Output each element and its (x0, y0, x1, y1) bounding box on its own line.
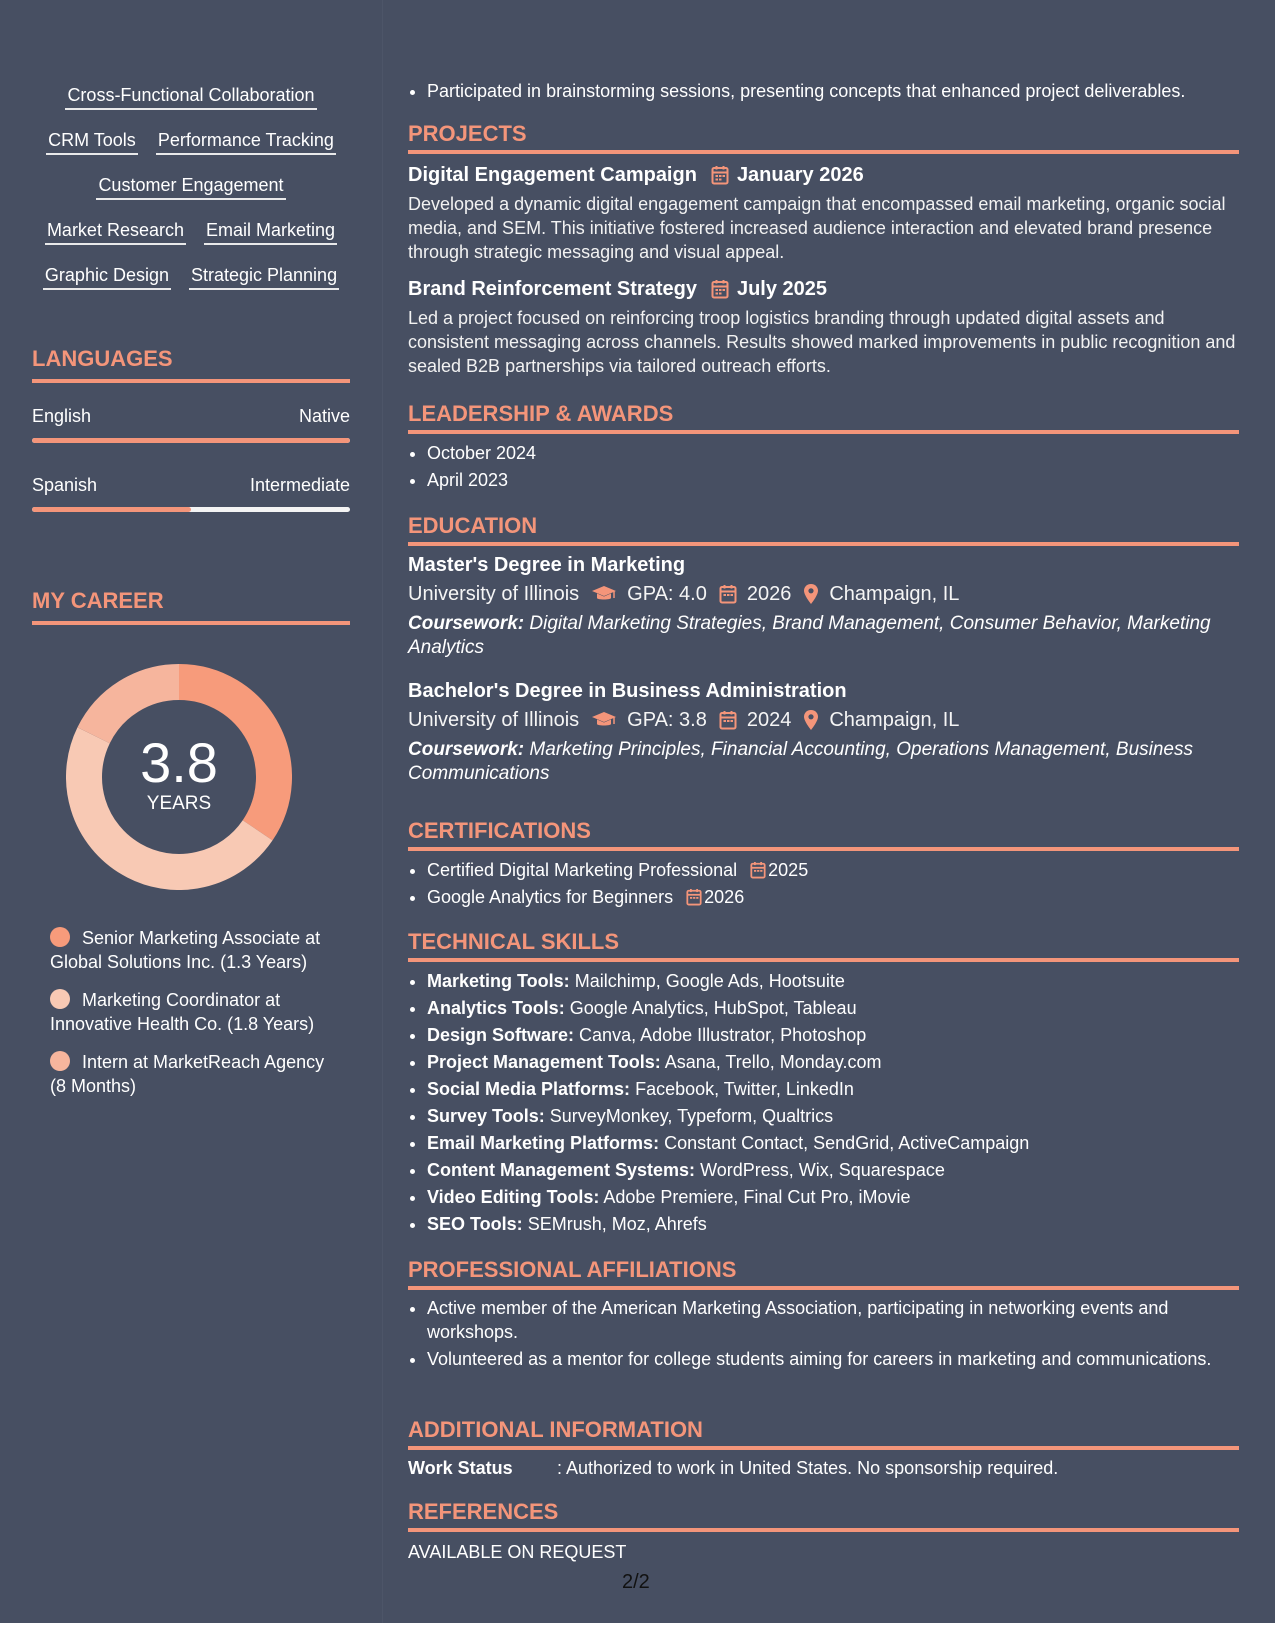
project-description: Developed a dynamic digital engagement campaign that encompassed email marketing, organic social media, and SEM. This initiative fostered increased audience interaction and elevated brand presence through strategic messaging and visual appeal. (408, 194, 1226, 262)
career-item-text: Senior Marketing Associate at Global Solutions Inc. (1.3 Years) (50, 928, 321, 972)
coursework-list: Digital Marketing Strategies, Brand Management, Consumer Behavior, Marketing Analytics (408, 613, 1211, 658)
skills-chips (32, 84, 350, 309)
page-gap (0, 1623, 1275, 1650)
language-bar-fill (32, 438, 350, 443)
main-content (408, 0, 1239, 1623)
project-title: Digital Engagement Campaign (408, 164, 697, 186)
leadership-section (408, 400, 1239, 494)
section-heading: CERTIFICATIONS (408, 817, 1239, 851)
skill-chip: Cross-Functional Collaboration (65, 84, 316, 110)
language-bar (32, 438, 350, 443)
references-text: AVAILABLE ON REQUEST (408, 1542, 627, 1562)
bullet-item: • Active member of the American Marketing Association, participating in networking events and workshops. (427, 1296, 1239, 1344)
project-title: Brand Reinforcement Strategy (408, 278, 697, 300)
education-meta (408, 706, 1239, 734)
skill-row (32, 129, 350, 155)
projects-section (408, 120, 1239, 378)
graduation-year: 2026 (746, 583, 792, 605)
language-level: Native (298, 406, 350, 426)
bullet-item: • Volunteered as a mentor for college students aiming for careers in marketing and communications. (427, 1347, 1239, 1371)
section-heading: ADDITIONAL INFORMATION (408, 1416, 1239, 1450)
location: Champaign, IL (829, 709, 960, 731)
technical-skills-section (408, 928, 1239, 1238)
skill-row (32, 84, 350, 110)
certification-name: Certified Digital Marketing Professional (427, 860, 738, 880)
project-date: July 2025 (736, 278, 828, 300)
certification-item (427, 884, 1239, 911)
sidebar (0, 0, 383, 1623)
work-status-value: : Authorized to work in United States. No sponsorship required. (557, 1458, 1059, 1478)
degree-title: Master's Degree in Marketing (408, 554, 686, 576)
calendar-icon (711, 279, 729, 299)
location-pin-icon (803, 583, 819, 605)
languages-heading: LANGUAGES (32, 345, 350, 383)
project-title-row (408, 276, 1239, 302)
legend-dot (50, 1051, 70, 1071)
coursework (408, 738, 1239, 786)
education-entry (408, 678, 1239, 786)
calendar-icon (719, 584, 737, 604)
skill-chip: CRM Tools (46, 129, 138, 155)
career-item (50, 1050, 340, 1098)
tech-skill-item: • Email Marketing Platforms: Constant Contact, SendGrid, ActiveCampaign (427, 1130, 1239, 1157)
section-heading: LEADERSHIP & AWARDS (408, 400, 1239, 434)
gpa: GPA: 3.8 (627, 709, 707, 731)
coursework-label: Coursework: (408, 613, 525, 634)
education-section (408, 512, 1239, 786)
calendar-icon (750, 861, 766, 879)
certification-item (427, 857, 1239, 884)
references-section (408, 1498, 1239, 1564)
skill-chip: Graphic Design (43, 264, 171, 290)
graduation-cap-icon (591, 585, 617, 603)
project-date: January 2026 (736, 164, 864, 186)
language-bar (32, 507, 350, 512)
tech-skill-item: • Video Editing Tools: Adobe Premiere, Final Cut Pro, iMovie (427, 1184, 1239, 1211)
affiliations-section (408, 1256, 1239, 1371)
gpa: GPA: 4.0 (627, 583, 707, 605)
legend-dot (50, 927, 70, 947)
coursework-label: Coursework: (408, 739, 525, 760)
language-bar-fill (32, 507, 191, 512)
degree-title: Bachelor's Degree in Business Administration (408, 680, 847, 702)
project-title-row (408, 162, 1239, 188)
tech-skill-item: • Social Media Platforms: Facebook, Twitter, LinkedIn (427, 1076, 1239, 1103)
certification-year: 2026 (704, 887, 745, 907)
section-heading: EDUCATION (408, 512, 1239, 546)
career-item-text: Intern at MarketReach Agency (8 Months) (50, 1052, 325, 1096)
career-item-text: Marketing Coordinator at Innovative Health Co. (1.8 Years) (50, 990, 315, 1034)
location-pin-icon (803, 709, 819, 731)
bullet-item: • October 2024 (427, 440, 1239, 467)
skill-chip: Strategic Planning (189, 264, 339, 290)
experience-tail (408, 78, 1239, 105)
section-heading: PROJECTS (408, 120, 1239, 154)
section-heading: REFERENCES (408, 1498, 1239, 1532)
school-name: University of Illinois (408, 709, 580, 731)
graduation-cap-icon (591, 711, 617, 729)
skill-chip: Market Research (45, 219, 186, 245)
tech-skill-item: • Design Software: Canva, Adobe Illustrator, Photoshop (427, 1022, 1239, 1049)
skill-chip: Performance Tracking (156, 129, 336, 155)
work-status-row (408, 1456, 1239, 1480)
coursework (408, 612, 1239, 660)
language-level: Intermediate (249, 475, 350, 495)
bullet-item: • April 2023 (427, 467, 1239, 494)
education-entry (408, 552, 1239, 660)
career-item (50, 926, 340, 974)
location: Champaign, IL (829, 583, 960, 605)
language-name: Spanish (32, 475, 98, 495)
project-description: Led a project focused on reinforcing troop logistics branding through updated digital assets and consistent messaging across channels. Results showed marked improvements in public recognition and sealed B2B partnerships via tailored outreach efforts. (408, 308, 1236, 376)
certification-name: Google Analytics for Beginners (427, 887, 674, 907)
education-meta (408, 580, 1239, 608)
page-number: 2/2 (622, 1571, 650, 1593)
language-item (32, 405, 350, 443)
certification-year: 2025 (768, 860, 809, 880)
work-status-label: Work Status (408, 1458, 513, 1478)
skill-row (32, 219, 350, 245)
coursework-list: Marketing Principles, Financial Accounting, Operations Management, Business Communications (408, 739, 1193, 784)
career-unit: YEARS (146, 793, 212, 814)
legend-dot (50, 989, 70, 1009)
bullet-item: • Participated in brainstorming sessions, presenting concepts that enhanced project deliverables. (427, 78, 1239, 105)
certifications-section (408, 817, 1239, 911)
skill-row (32, 174, 350, 200)
section-heading: TECHNICAL SKILLS (408, 928, 1239, 962)
tech-skill-item: • SEO Tools: SEMrush, Moz, Ahrefs (427, 1211, 1239, 1238)
career-total: 3.8 (140, 731, 218, 794)
skill-chip: Email Marketing (204, 219, 337, 245)
skill-chip: Customer Engagement (96, 174, 285, 200)
language-name: English (32, 406, 92, 426)
tech-skill-item: • Marketing Tools: Mailchimp, Google Ads, Hootsuite (427, 968, 1239, 995)
language-item (32, 474, 350, 512)
school-name: University of Illinois (408, 583, 580, 605)
tech-skill-item: • Project Management Tools: Asana, Trello, Monday.com (427, 1049, 1239, 1076)
career-item (50, 988, 340, 1036)
graduation-year: 2024 (746, 709, 792, 731)
calendar-icon (686, 888, 702, 906)
career-donut-chart (66, 664, 292, 890)
calendar-icon (711, 165, 729, 185)
tech-skill-item: • Content Management Systems: WordPress, Wix, Squarespace (427, 1157, 1239, 1184)
additional-info-section (408, 1416, 1239, 1480)
skill-row (32, 264, 350, 290)
career-legend (50, 926, 340, 1112)
tech-skill-item: • Survey Tools: SurveyMonkey, Typeform, Qualtrics (427, 1103, 1239, 1130)
career-heading: MY CAREER (32, 587, 350, 625)
tech-skill-item: • Analytics Tools: Google Analytics, HubSpot, Tableau (427, 995, 1239, 1022)
calendar-icon (719, 710, 737, 730)
section-heading: PROFESSIONAL AFFILIATIONS (408, 1256, 1239, 1290)
